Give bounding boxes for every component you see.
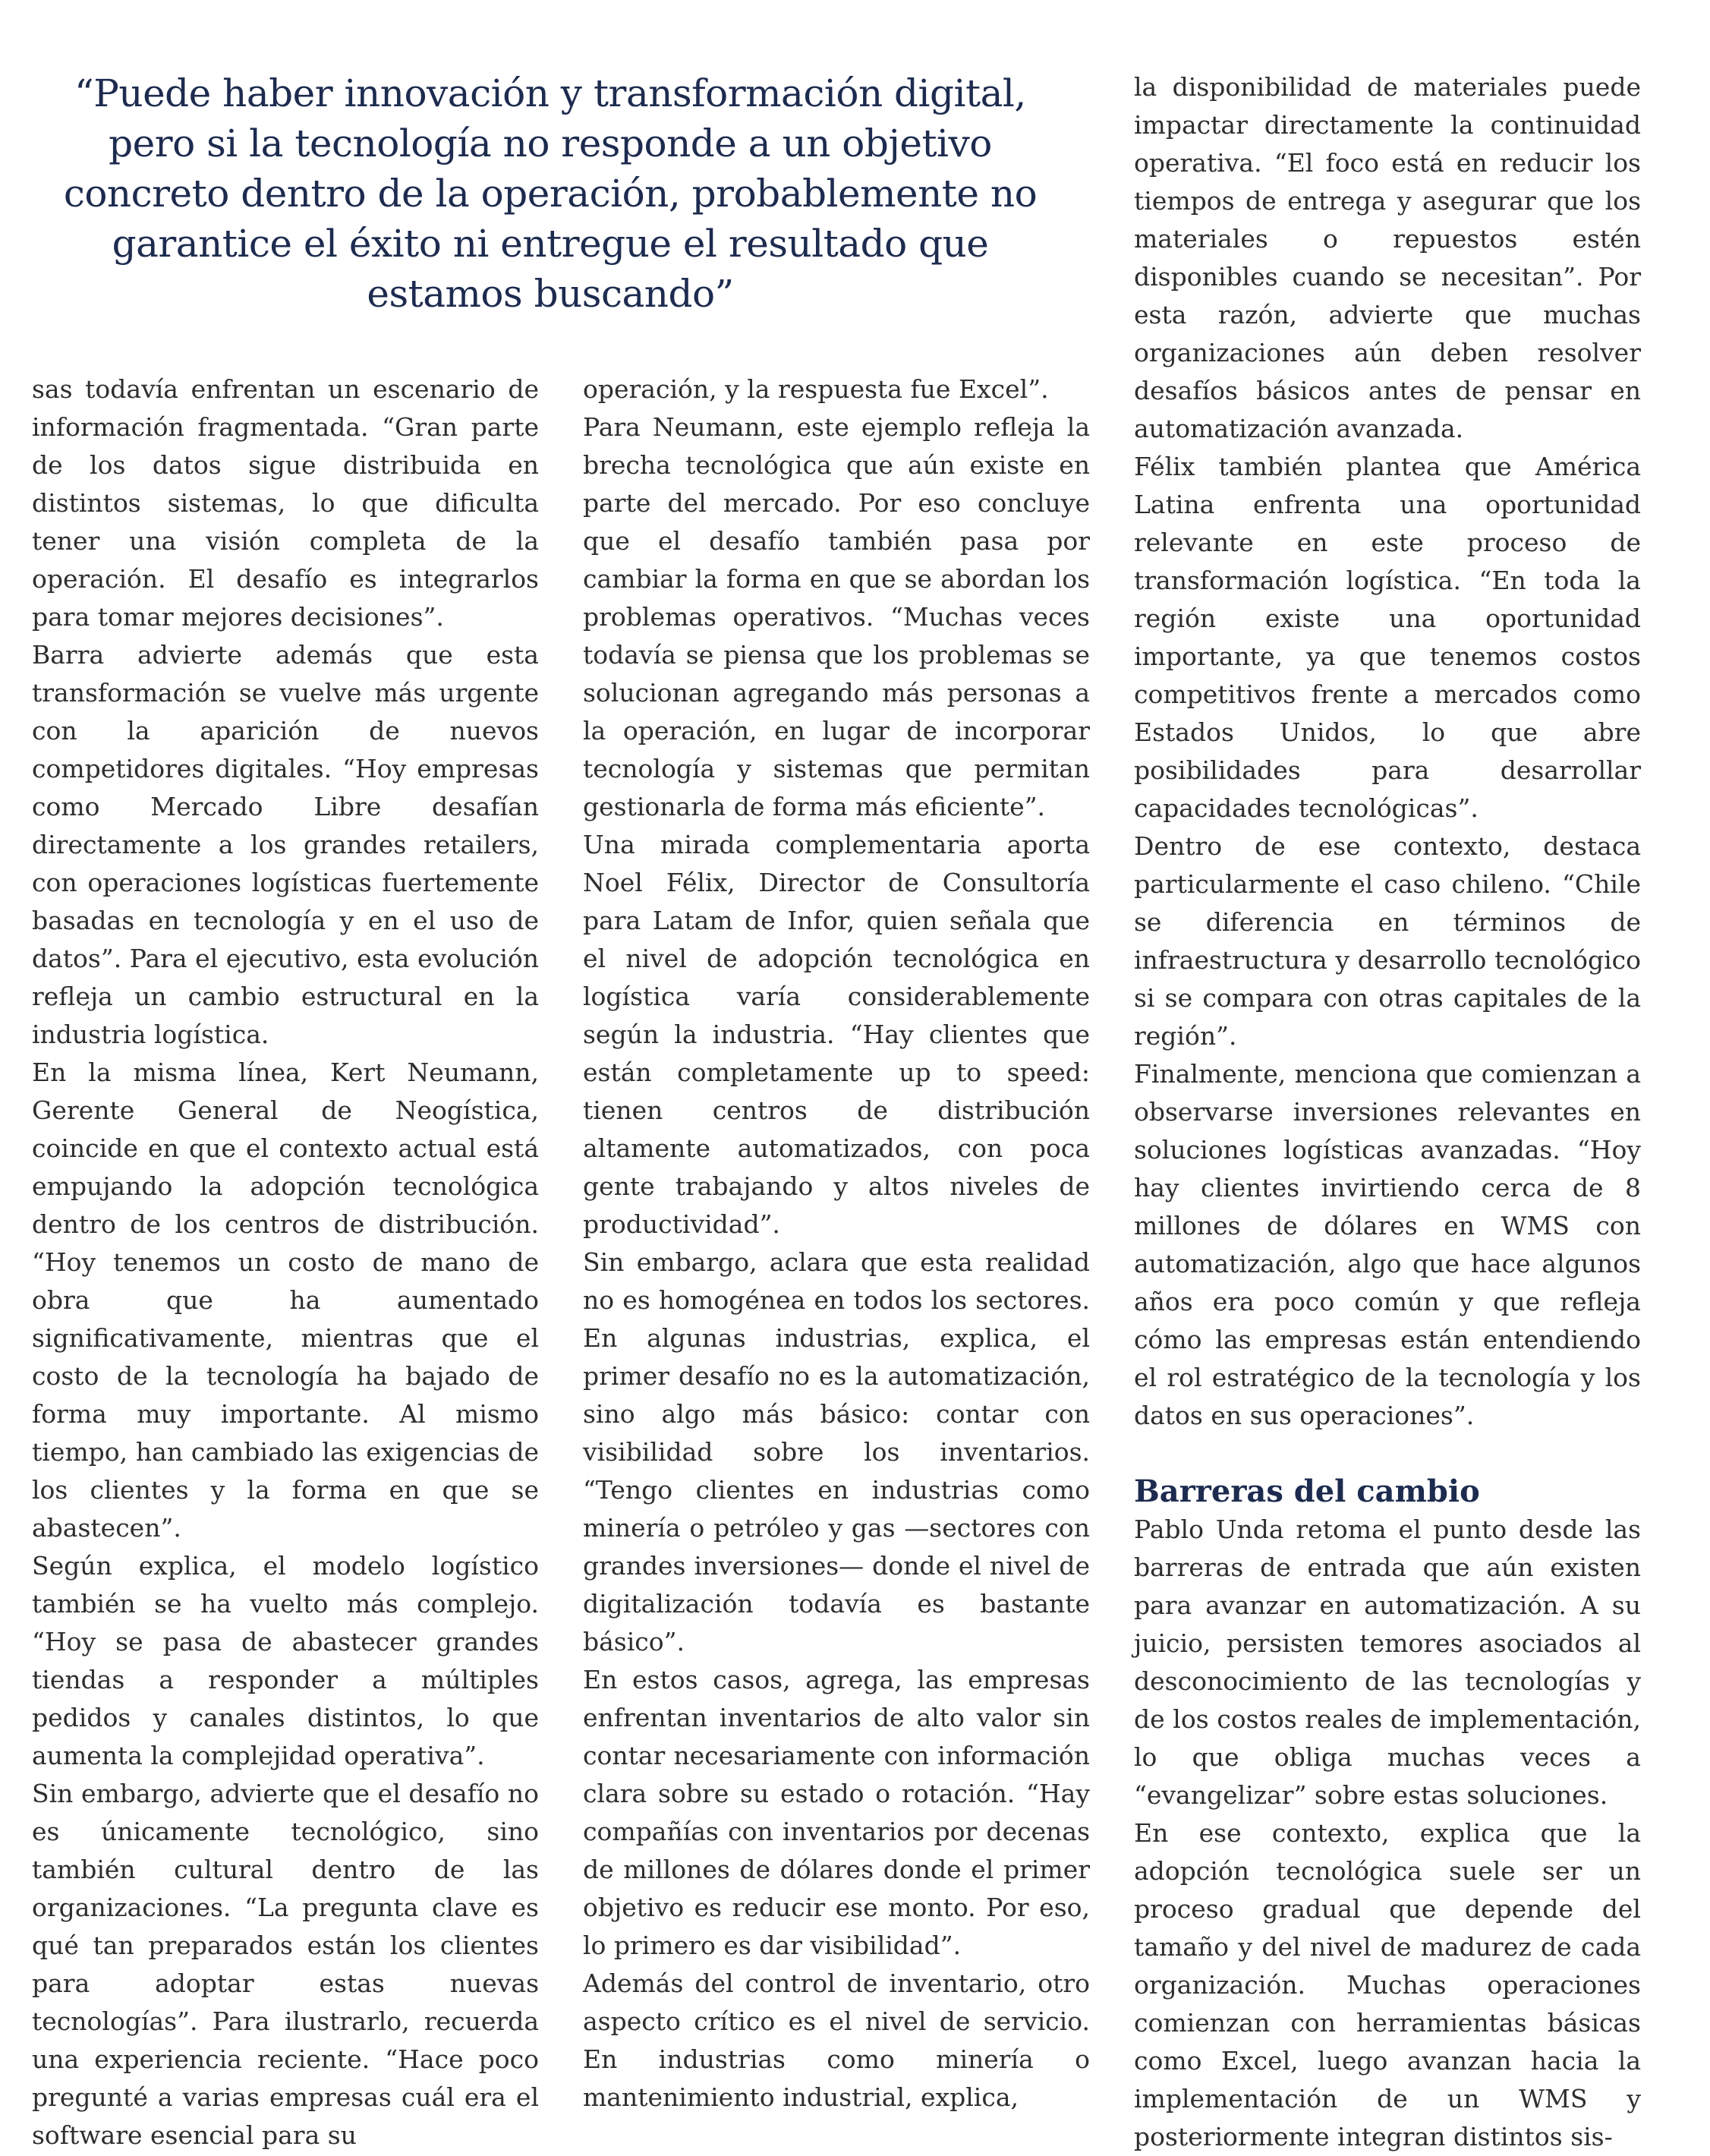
paragraph: sas todavía enfrentan un escenario de información fragmentada. “Gran parte de los datos sigue distribuida en distintos sistemas, lo que dificulta tener una visión completa de la operación. El desafío es integrarlos para tomar mejores decisiones”. (32, 374, 539, 632)
paragraph: Además del control de inventario, otro aspecto crítico es el nivel de servicio. En industrias como minería o mantenimiento industrial, explica, (583, 1968, 1090, 2112)
section-heading: Barreras del cambio (1134, 1474, 1480, 1509)
paragraph: Finalmente, menciona que comienzan a observarse inversiones relevantes en soluciones logísticas avanzadas. “Hoy hay clientes invirtiendo cerca de 8 millones de dólares en WMS con automatización, algo que hace algunos años era poco común y que refleja cómo las empresas están entendiendo el rol estratégico de la tecnología y los datos en sus operaciones”. (1134, 1059, 1641, 1430)
paragraph: Según explica, el modelo logístico también se ha vuelto más complejo. “Hoy se pasa de abastecer grandes tiendas a responder a múltiples pedidos y canales distintos, lo que aumenta la complejidad operativa”. (32, 1551, 539, 1770)
paragraph: Sin embargo, aclara que esta realidad no es homogénea en todos los sectores. En algunas industrias, explica, el primer desafío no es la automatización, sino algo más básico: contar con visibilidad sobre los inventarios. “Tengo clientes en industrias como minería o petróleo y gas —sectores con grandes inversiones— donde el nivel de digitalización todavía es bastante básico”. (583, 1247, 1090, 1656)
article-column-2 (583, 370, 1090, 2117)
paragraph: En estos casos, agrega, las empresas enfrentan inventarios de alto valor sin contar necesariamente con información clara sobre su estado o rotación. “Hay compañías con inventarios por decenas de millones de dólares donde el primer objetivo es reducir ese monto. Por eso, lo primero es dar visibilidad”. (583, 1665, 1090, 1960)
article-column-1 (32, 370, 539, 2154)
paragraph: Pablo Unda retoma el punto desde las barreras de entrada que aún existen para avanzar en automatización. A su juicio, persisten temores asociados al desconocimiento de las tecnologías y de los costos reales de implementación, lo que obliga muchas veces a “evangelizar” sobre estas soluciones. (1134, 1515, 1641, 1810)
pull-quote: “Puede haber innovación y transformación digital, pero si la tecnología no responde a un objetivo concreto dentro de la operación, probablemente no garantice el éxito ni entregue el resultado que estamos buscando” (63, 71, 1038, 316)
paragraph: En ese contexto, explica que la adopción tecnológica suele ser un proceso gradual que depende del tamaño y del nivel de madurez de cada organización. Muchas operaciones comienzan con herramientas básicas como Excel, luego avanzan hacia la implementación de un WMS y posteriormente integran distintos sis- (1134, 1818, 1641, 2151)
paragraph: Félix también plantea que América Latina enfrenta una oportunidad relevante en este proceso de transformación logística. “En toda la región existe una oportunidad importante, ya que tenemos costos competitivos frente a mercados como Estados Unidos, lo que abre posibilidades para desarrollar capacidades tecnológicas”. (1134, 452, 1641, 823)
paragraph: Barra advierte además que esta transformación se vuelve más urgente con la aparición de nuevos competidores digitales. “Hoy empresas como Mercado Libre desafían directamente a los grandes retailers, con operaciones logísticas fuertemente basadas en tecnología y en el uso de datos”. Para el ejecutivo, esta evolución refleja un cambio estructural en la industria logística. (32, 640, 539, 1049)
paragraph: la disponibilidad de materiales puede impactar directamente la continuidad operativa. “El foco está en reducir los tiempos de entrega y asegurar que los materiales o repuestos estén disponibles cuando se necesitan”. Por esta razón, advierte que muchas organizaciones aún deben resolver desafíos básicos antes de pensar en automatización avanzada. (1134, 72, 1641, 443)
paragraph: Sin embargo, advierte que el desafío no es únicamente tecnológico, sino también cultural dentro de las organizaciones. “La pregunta clave es qué tan preparados están los clientes para adoptar estas nuevas tecnologías”. Para ilustrarlo, recuerda una experiencia reciente. “Hace poco pregunté a varias empresas cuál era el software esencial para su (32, 1779, 539, 2150)
article-column-3 (1134, 68, 1641, 2156)
paragraph: Una mirada complementaria aporta Noel Félix, Director de Consultoría para Latam de Infor, quien señala que el nivel de adopción tecnológica en logística varía considerablemente según la industria. “Hay clientes que están completamente up to speed: tienen centros de distribución altamente automatizados, con poca gente trabajando y altos niveles de productividad”. (583, 830, 1090, 1239)
paragraph: Dentro de ese contexto, destaca particularmente el caso chileno. “Chile se diferencia en términos de infraestructura y desarrollo tecnológico si se compara con otras capitales de la región”. (1134, 831, 1641, 1051)
paragraph: Para Neumann, este ejemplo refleja la brecha tecnológica que aún existe en parte del mercado. Por eso concluye que el desafío también pasa por cambiar la forma en que se abordan los problemas operativos. “Muchas veces todavía se piensa que los problemas se solucionan agregando más personas a la operación, en lugar de incorporar tecnología y sistemas que permitan gestionarla de forma más eficiente”. (583, 412, 1090, 821)
paragraph: operación, y la respuesta fue Excel”. (583, 374, 1049, 404)
paragraph: En la misma línea, Kert Neumann, Gerente General de Neogística, coincide en que el contexto actual está empujando la adopción tecnológica dentro de los centros de distribución. “Hoy tenemos un costo de mano de obra que ha aumentado significativamente, mientras que el costo de la tecnología ha bajado de forma muy importante. Al mismo tiempo, han cambiado las exigencias de los clientes y la forma en que se abastecen”. (32, 1058, 539, 1543)
